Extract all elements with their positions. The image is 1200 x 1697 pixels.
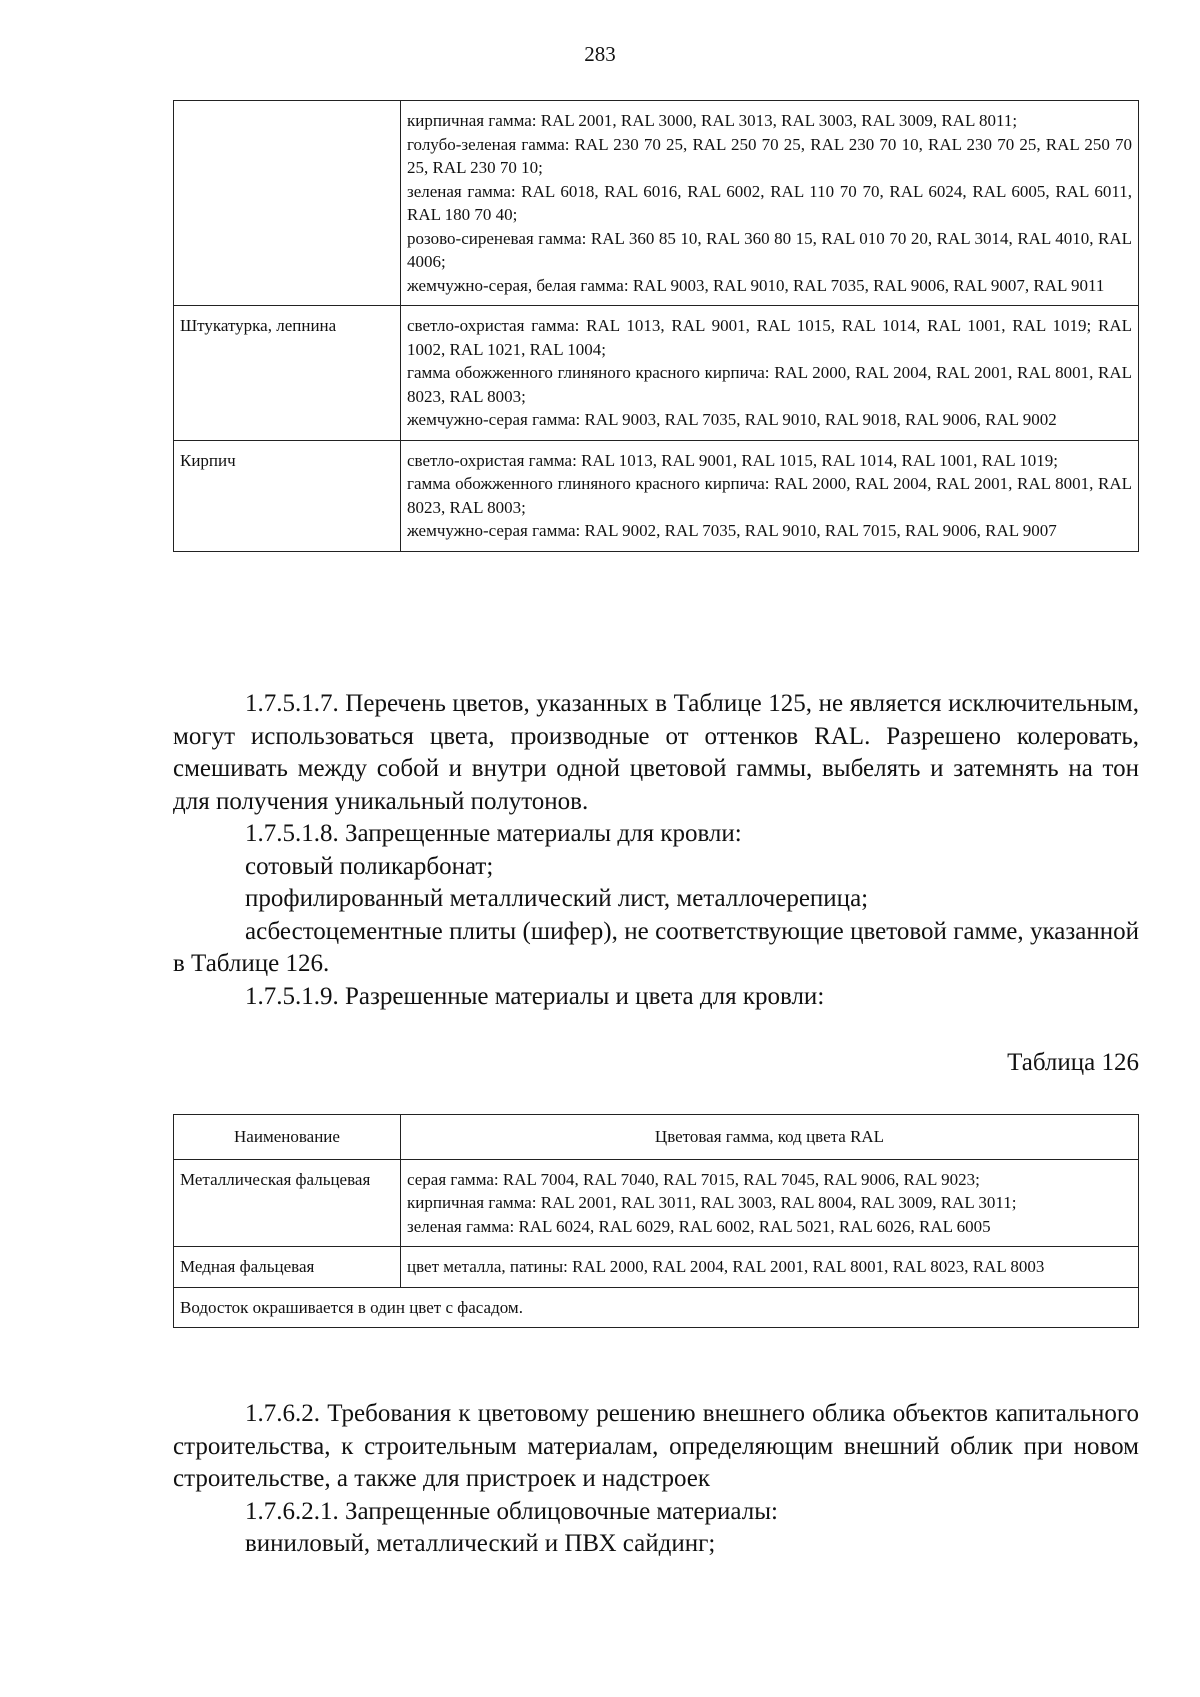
list-item: асбестоцементные плиты (шифер), не соответствующие цветовой гамме, указанной в Таблице 126. [173, 917, 1139, 977]
paragraph-1-7-6-2-1: 1.7.6.2.1. Запрещенные облицовочные материалы: [245, 1497, 778, 1525]
color-range-line: гамма обожженного глиняного красного кирпича: RAL 2000, RAL 2004, RAL 2001, RAL 8001, RAL 8023, RAL 8003; [407, 363, 1132, 406]
color-range-line: кирпичная гамма: RAL 2001, RAL 3011, RAL 3003, RAL 8004, RAL 3009, RAL 3011; [407, 1193, 1017, 1212]
section-exterior-requirements [173, 1398, 1139, 1561]
color-range-cell [401, 440, 1139, 551]
table-row [174, 306, 1139, 441]
color-range-line: жемчужно-серая гамма: RAL 9002, RAL 7035, RAL 9010, RAL 7015, RAL 9006, RAL 9007 [407, 521, 1057, 540]
color-range-line: цвет металла, патины: RAL 2000, RAL 2004, RAL 2001, RAL 8001, RAL 8023, RAL 8003 [407, 1257, 1045, 1276]
table-caption: Таблица 126 [1007, 1049, 1139, 1076]
color-range-line: кирпичная гамма: RAL 2001, RAL 3000, RAL 3013, RAL 3003, RAL 3009, RAL 8011; [407, 111, 1018, 130]
color-range-line: жемчужно-серая гамма: RAL 9003, RAL 7035, RAL 9010, RAL 9018, RAL 9006, RAL 9002 [407, 410, 1057, 429]
table-footer-row [174, 1287, 1139, 1328]
material-name-cell: Металлическая фальцевая [174, 1159, 401, 1247]
color-range-line: серая гамма: RAL 7004, RAL 7040, RAL 7015, RAL 7045, RAL 9006, RAL 9023; [407, 1169, 980, 1189]
color-range-line: светло-охристая гамма: RAL 1013, RAL 9001, RAL 1015, RAL 1014, RAL 1001, RAL 1019; RAL 1002, RAL 1021, RAL 1004; [407, 316, 1132, 359]
list-item: сотовый поликарбонат; [245, 852, 494, 880]
color-range-line: розово-сиреневая гамма: RAL 360 85 10, RAL 360 80 15, RAL 010 70 20, RAL 3014, RAL 4010, RAL 4006; [407, 228, 1132, 271]
table-row [174, 440, 1139, 551]
color-range-line: зеленая гамма: RAL 6018, RAL 6016, RAL 6002, RAL 110 70 70, RAL 6024, RAL 6005, RAL 6011, RAL 180 70 40; [407, 181, 1132, 224]
list-item: профилированный металлический лист, металлочерепица; [245, 885, 869, 912]
column-header-name: Наименование [174, 1115, 401, 1160]
material-name-cell: Кирпич [174, 440, 401, 551]
color-table-126 [173, 1114, 1139, 1328]
color-range-cell [401, 306, 1139, 441]
material-name-cell [174, 101, 401, 306]
color-range-line: голубо-зеленая гамма: RAL 230 70 25, RAL 250 70 25, RAL 230 70 10, RAL 230 70 25, RAL 250 70 25, RAL 230 70 10; [407, 134, 1132, 177]
color-range-cell [401, 1247, 1139, 1288]
paragraph-1-7-6-2: 1.7.6.2. Требования к цветовому решению внешнего облика объектов капитального строительства, к строительным материалам, определяющим внешний облик при новом строительстве, а также для пристроек и надстроек [173, 1400, 1139, 1492]
table-footer-note: Водосток окрашивается в один цвет с фасадом. [174, 1287, 1139, 1328]
column-header-colors: Цветовая гамма, код цвета RAL [401, 1115, 1139, 1160]
table-row [174, 101, 1139, 306]
color-range-line: зеленая гамма: RAL 6024, RAL 6029, RAL 6002, RAL 5021, RAL 6026, RAL 6005 [407, 1216, 991, 1236]
paragraph-1-7-5-1-7: 1.7.5.1.7. Перечень цветов, указанных в Таблице 125, не является исключительным, могут использоваться цвета, производные от оттенков RAL. Разрешено колеровать, смешивать между собой и внутри одной цветовой гаммы, выбелять и затемнять на тон для получения уникальный полутонов. [173, 690, 1139, 815]
color-range-cell [401, 1159, 1139, 1247]
color-range-cell [401, 101, 1139, 306]
paragraph-1-7-5-1-9: 1.7.5.1.9. Разрешенные материалы и цвета для кровли: [245, 982, 825, 1010]
paragraph-1-7-5-1-8: 1.7.5.1.8. Запрещенные материалы для кровли: [245, 820, 742, 847]
material-name-cell: Медная фальцевая [174, 1247, 401, 1288]
table-row [174, 1159, 1139, 1247]
table-row [174, 1247, 1139, 1288]
page-number: 283 [584, 42, 616, 66]
material-name-cell: Штукатурка, лепнина [174, 306, 401, 441]
color-range-line: гамма обожженного глиняного красного кирпича: RAL 2000, RAL 2004, RAL 2001, RAL 8001, RAL 8023, RAL 8003; [407, 474, 1132, 517]
color-table-125-continued [173, 100, 1139, 552]
section-roof-materials [173, 688, 1139, 1013]
color-range-line: светло-охристая гамма: RAL 1013, RAL 9001, RAL 1015, RAL 1014, RAL 1001, RAL 1019; [407, 450, 1059, 470]
list-item: виниловый, металлический и ПВХ сайдинг; [245, 1530, 716, 1557]
table-header-row [174, 1115, 1139, 1160]
color-range-line: жемчужно-серая, белая гамма: RAL 9003, RAL 9010, RAL 7035, RAL 9006, RAL 9007, RAL 9011 [407, 275, 1105, 295]
